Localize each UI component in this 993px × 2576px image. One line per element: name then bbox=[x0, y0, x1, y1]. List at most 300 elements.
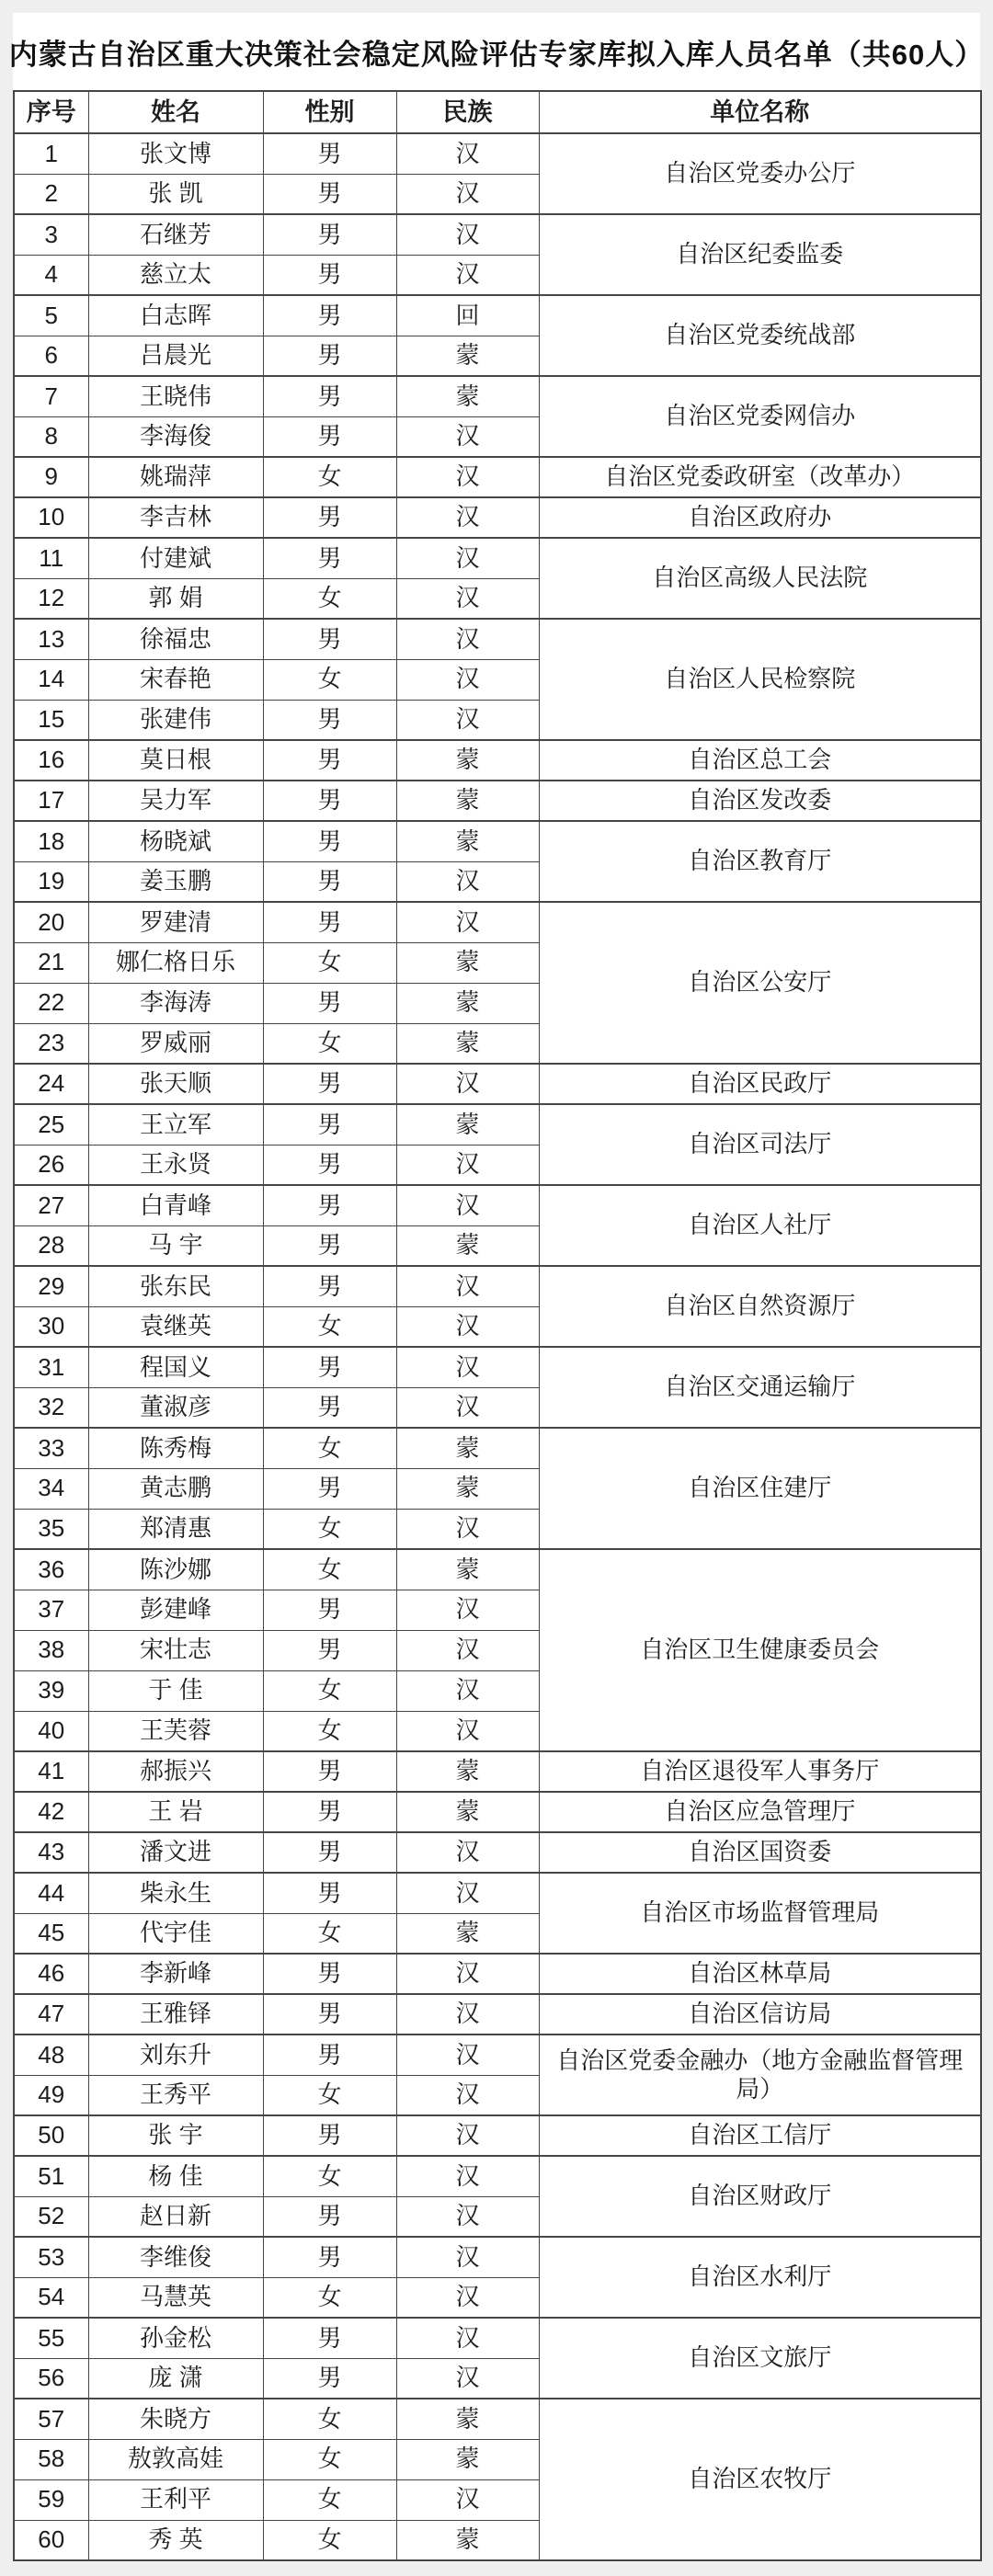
cell-name: 郑清惠 bbox=[88, 1509, 263, 1549]
cell-no: 35 bbox=[14, 1509, 88, 1549]
cell-name: 郝振兴 bbox=[88, 1751, 263, 1792]
cell-ethnicity: 蒙 bbox=[396, 1751, 539, 1792]
cell-gender: 男 bbox=[263, 1104, 396, 1145]
cell-unit: 自治区工信厅 bbox=[539, 2115, 981, 2156]
cell-ethnicity: 汉 bbox=[396, 1590, 539, 1630]
cell-gender: 男 bbox=[263, 2196, 396, 2237]
cell-no: 16 bbox=[14, 740, 88, 781]
cell-no: 46 bbox=[14, 1954, 88, 1994]
cell-name: 柴永生 bbox=[88, 1873, 263, 1913]
cell-ethnicity: 汉 bbox=[396, 578, 539, 619]
cell-no: 41 bbox=[14, 1751, 88, 1792]
table-row bbox=[14, 821, 981, 861]
cell-gender: 男 bbox=[263, 902, 396, 942]
table-row bbox=[14, 781, 981, 821]
cell-name: 于 佳 bbox=[88, 1670, 263, 1711]
header-ethnicity: 民族 bbox=[396, 91, 539, 133]
cell-no: 38 bbox=[14, 1630, 88, 1670]
cell-name: 王晓伟 bbox=[88, 376, 263, 416]
table-row bbox=[14, 1994, 981, 2035]
cell-name: 慈立太 bbox=[88, 255, 263, 295]
cell-unit: 自治区信访局 bbox=[539, 1994, 981, 2035]
cell-name: 袁继英 bbox=[88, 1306, 263, 1347]
cell-ethnicity: 蒙 bbox=[396, 2399, 539, 2439]
cell-ethnicity: 汉 bbox=[396, 1832, 539, 1873]
cell-gender: 男 bbox=[263, 1873, 396, 1913]
cell-gender: 男 bbox=[263, 1751, 396, 1792]
cell-gender: 男 bbox=[263, 255, 396, 295]
cell-gender: 男 bbox=[263, 1792, 396, 1832]
cell-no: 33 bbox=[14, 1428, 88, 1468]
cell-no: 30 bbox=[14, 1306, 88, 1347]
cell-ethnicity: 回 bbox=[396, 295, 539, 336]
cell-no: 7 bbox=[14, 376, 88, 416]
cell-unit: 自治区市场监督管理局 bbox=[539, 1873, 981, 1954]
cell-unit: 自治区财政厅 bbox=[539, 2156, 981, 2237]
cell-no: 59 bbox=[14, 2479, 88, 2520]
cell-ethnicity: 汉 bbox=[396, 1387, 539, 1428]
cell-gender: 男 bbox=[263, 619, 396, 659]
cell-gender: 男 bbox=[263, 133, 396, 174]
cell-no: 24 bbox=[14, 1064, 88, 1104]
cell-gender: 男 bbox=[263, 1630, 396, 1670]
cell-ethnicity: 汉 bbox=[396, 1145, 539, 1185]
table-row bbox=[14, 2237, 981, 2277]
cell-unit: 自治区水利厅 bbox=[539, 2237, 981, 2318]
cell-no: 49 bbox=[14, 2075, 88, 2115]
cell-no: 19 bbox=[14, 861, 88, 902]
cell-no: 5 bbox=[14, 295, 88, 336]
cell-gender: 女 bbox=[263, 659, 396, 700]
cell-name: 潘文进 bbox=[88, 1832, 263, 1873]
cell-ethnicity: 汉 bbox=[396, 255, 539, 295]
cell-ethnicity: 蒙 bbox=[396, 821, 539, 861]
cell-no: 14 bbox=[14, 659, 88, 700]
cell-unit: 自治区发改委 bbox=[539, 781, 981, 821]
header-name: 姓名 bbox=[88, 91, 263, 133]
cell-no: 11 bbox=[14, 538, 88, 578]
cell-no: 9 bbox=[14, 457, 88, 497]
cell-unit: 自治区应急管理厅 bbox=[539, 1792, 981, 1832]
cell-gender: 男 bbox=[263, 1832, 396, 1873]
cell-name: 郭 娟 bbox=[88, 578, 263, 619]
cell-gender: 男 bbox=[263, 497, 396, 538]
table-row bbox=[14, 1751, 981, 1792]
cell-gender: 女 bbox=[263, 457, 396, 497]
cell-gender: 女 bbox=[263, 2439, 396, 2479]
header-row bbox=[14, 91, 981, 133]
cell-gender: 男 bbox=[263, 740, 396, 781]
cell-gender: 男 bbox=[263, 781, 396, 821]
table-row bbox=[14, 740, 981, 781]
cell-ethnicity: 汉 bbox=[396, 902, 539, 942]
cell-no: 56 bbox=[14, 2358, 88, 2399]
cell-name: 王立军 bbox=[88, 1104, 263, 1145]
cell-gender: 男 bbox=[263, 416, 396, 457]
title-box bbox=[8, 13, 985, 90]
cell-ethnicity: 汉 bbox=[396, 700, 539, 740]
cell-name: 朱晓方 bbox=[88, 2399, 263, 2439]
cell-name: 张建伟 bbox=[88, 700, 263, 740]
cell-ethnicity: 蒙 bbox=[396, 1023, 539, 1064]
cell-ethnicity: 汉 bbox=[396, 2318, 539, 2358]
cell-name: 庞 潇 bbox=[88, 2358, 263, 2399]
cell-no: 32 bbox=[14, 1387, 88, 1428]
cell-name: 张 宇 bbox=[88, 2115, 263, 2156]
cell-ethnicity: 汉 bbox=[396, 1347, 539, 1387]
cell-unit: 自治区林草局 bbox=[539, 1954, 981, 1994]
cell-unit: 自治区政府办 bbox=[539, 497, 981, 538]
cell-gender: 男 bbox=[263, 1590, 396, 1630]
cell-ethnicity: 蒙 bbox=[396, 983, 539, 1023]
header-unit: 单位名称 bbox=[539, 91, 981, 133]
table-row bbox=[14, 497, 981, 538]
cell-name: 莫日根 bbox=[88, 740, 263, 781]
table-row bbox=[14, 1104, 981, 1145]
cell-gender: 女 bbox=[263, 2399, 396, 2439]
cell-unit: 自治区纪委监委 bbox=[539, 214, 981, 295]
cell-gender: 男 bbox=[263, 1145, 396, 1185]
cell-unit: 自治区退役军人事务厅 bbox=[539, 1751, 981, 1792]
cell-unit: 自治区公安厅 bbox=[539, 902, 981, 1064]
table-row bbox=[14, 619, 981, 659]
cell-no: 29 bbox=[14, 1266, 88, 1306]
cell-ethnicity: 蒙 bbox=[396, 1792, 539, 1832]
cell-unit: 自治区住建厅 bbox=[539, 1428, 981, 1549]
cell-ethnicity: 汉 bbox=[396, 457, 539, 497]
cell-ethnicity: 汉 bbox=[396, 2358, 539, 2399]
cell-gender: 男 bbox=[263, 2035, 396, 2075]
cell-gender: 男 bbox=[263, 1225, 396, 1266]
cell-gender: 男 bbox=[263, 2318, 396, 2358]
cell-no: 2 bbox=[14, 174, 88, 214]
cell-gender: 男 bbox=[263, 2358, 396, 2399]
cell-no: 21 bbox=[14, 942, 88, 983]
table-row bbox=[14, 2156, 981, 2196]
cell-ethnicity: 汉 bbox=[396, 861, 539, 902]
cell-no: 53 bbox=[14, 2237, 88, 2277]
cell-name: 马慧英 bbox=[88, 2277, 263, 2318]
cell-gender: 男 bbox=[263, 2115, 396, 2156]
cell-ethnicity: 汉 bbox=[396, 497, 539, 538]
cell-name: 李吉林 bbox=[88, 497, 263, 538]
table-row bbox=[14, 1266, 981, 1306]
cell-gender: 男 bbox=[263, 538, 396, 578]
cell-unit: 自治区民政厅 bbox=[539, 1064, 981, 1104]
cell-ethnicity: 汉 bbox=[396, 2035, 539, 2075]
table-row bbox=[14, 295, 981, 336]
cell-ethnicity: 蒙 bbox=[396, 2439, 539, 2479]
cell-ethnicity: 汉 bbox=[396, 2075, 539, 2115]
cell-no: 27 bbox=[14, 1185, 88, 1225]
cell-unit: 自治区党委政研室（改革办） bbox=[539, 457, 981, 497]
cell-no: 13 bbox=[14, 619, 88, 659]
cell-name: 张 凯 bbox=[88, 174, 263, 214]
cell-name: 代宇佳 bbox=[88, 1913, 263, 1954]
cell-unit: 自治区人社厅 bbox=[539, 1185, 981, 1266]
cell-no: 47 bbox=[14, 1994, 88, 2035]
cell-ethnicity: 汉 bbox=[396, 416, 539, 457]
cell-ethnicity: 汉 bbox=[396, 1306, 539, 1347]
cell-name: 宋壮志 bbox=[88, 1630, 263, 1670]
cell-no: 12 bbox=[14, 578, 88, 619]
cell-gender: 男 bbox=[263, 214, 396, 255]
cell-ethnicity: 汉 bbox=[396, 1711, 539, 1751]
cell-ethnicity: 汉 bbox=[396, 1994, 539, 2035]
cell-gender: 男 bbox=[263, 1994, 396, 2035]
cell-no: 25 bbox=[14, 1104, 88, 1145]
cell-gender: 男 bbox=[263, 983, 396, 1023]
header-gender: 性别 bbox=[263, 91, 396, 133]
table-row bbox=[14, 902, 981, 942]
cell-name: 石继芳 bbox=[88, 214, 263, 255]
cell-ethnicity: 汉 bbox=[396, 2237, 539, 2277]
table-row bbox=[14, 1185, 981, 1225]
cell-gender: 女 bbox=[263, 2277, 396, 2318]
cell-ethnicity: 汉 bbox=[396, 1185, 539, 1225]
cell-no: 1 bbox=[14, 133, 88, 174]
cell-no: 18 bbox=[14, 821, 88, 861]
table-row bbox=[14, 2399, 981, 2439]
cell-no: 22 bbox=[14, 983, 88, 1023]
cell-unit: 自治区总工会 bbox=[539, 740, 981, 781]
roster-table bbox=[13, 90, 982, 2561]
cell-no: 45 bbox=[14, 1913, 88, 1954]
cell-no: 28 bbox=[14, 1225, 88, 1266]
cell-gender: 男 bbox=[263, 1468, 396, 1509]
cell-gender: 男 bbox=[263, 1954, 396, 1994]
cell-ethnicity: 汉 bbox=[396, 2479, 539, 2520]
cell-name: 刘东升 bbox=[88, 2035, 263, 2075]
cell-unit: 自治区司法厅 bbox=[539, 1104, 981, 1185]
cell-unit: 自治区党委统战部 bbox=[539, 295, 981, 376]
cell-ethnicity: 蒙 bbox=[396, 740, 539, 781]
cell-no: 20 bbox=[14, 902, 88, 942]
cell-name: 王 岩 bbox=[88, 1792, 263, 1832]
cell-name: 张天顺 bbox=[88, 1064, 263, 1104]
cell-name: 罗建清 bbox=[88, 902, 263, 942]
cell-name: 李新峰 bbox=[88, 1954, 263, 1994]
cell-no: 8 bbox=[14, 416, 88, 457]
cell-gender: 男 bbox=[263, 376, 396, 416]
cell-ethnicity: 蒙 bbox=[396, 1225, 539, 1266]
cell-gender: 男 bbox=[263, 1266, 396, 1306]
cell-gender: 女 bbox=[263, 1306, 396, 1347]
cell-ethnicity: 蒙 bbox=[396, 1549, 539, 1590]
cell-no: 31 bbox=[14, 1347, 88, 1387]
cell-ethnicity: 汉 bbox=[396, 659, 539, 700]
cell-name: 王利平 bbox=[88, 2479, 263, 2520]
cell-no: 40 bbox=[14, 1711, 88, 1751]
cell-ethnicity: 汉 bbox=[396, 1064, 539, 1104]
cell-name: 王雅铎 bbox=[88, 1994, 263, 2035]
cell-name: 娜仁格日乐 bbox=[88, 942, 263, 983]
cell-unit: 自治区党委网信办 bbox=[539, 376, 981, 457]
cell-no: 44 bbox=[14, 1873, 88, 1913]
cell-name: 黄志鹏 bbox=[88, 1468, 263, 1509]
cell-ethnicity: 汉 bbox=[396, 1630, 539, 1670]
cell-gender: 女 bbox=[263, 1428, 396, 1468]
table-row bbox=[14, 1792, 981, 1832]
cell-unit: 自治区党委金融办（地方金融监督管理局） bbox=[539, 2035, 981, 2115]
cell-no: 34 bbox=[14, 1468, 88, 1509]
cell-no: 3 bbox=[14, 214, 88, 255]
cell-no: 50 bbox=[14, 2115, 88, 2156]
cell-unit: 自治区国资委 bbox=[539, 1832, 981, 1873]
cell-gender: 男 bbox=[263, 174, 396, 214]
cell-gender: 女 bbox=[263, 1711, 396, 1751]
cell-gender: 男 bbox=[263, 1185, 396, 1225]
cell-name: 陈秀梅 bbox=[88, 1428, 263, 1468]
table-row bbox=[14, 1549, 981, 1590]
cell-name: 李维俊 bbox=[88, 2237, 263, 2277]
cell-name: 付建斌 bbox=[88, 538, 263, 578]
cell-ethnicity: 蒙 bbox=[396, 2520, 539, 2560]
table-row bbox=[14, 457, 981, 497]
cell-no: 15 bbox=[14, 700, 88, 740]
cell-gender: 男 bbox=[263, 861, 396, 902]
cell-unit: 自治区农牧厅 bbox=[539, 2399, 981, 2560]
table-row bbox=[14, 1954, 981, 1994]
table-row bbox=[14, 2115, 981, 2156]
cell-name: 白志晖 bbox=[88, 295, 263, 336]
cell-no: 6 bbox=[14, 336, 88, 376]
table-row bbox=[14, 2318, 981, 2358]
cell-name: 杨晓斌 bbox=[88, 821, 263, 861]
cell-ethnicity: 汉 bbox=[396, 1954, 539, 1994]
cell-no: 55 bbox=[14, 2318, 88, 2358]
cell-name: 李海涛 bbox=[88, 983, 263, 1023]
cell-name: 张东民 bbox=[88, 1266, 263, 1306]
cell-unit: 自治区人民检察院 bbox=[539, 619, 981, 740]
cell-ethnicity: 汉 bbox=[396, 1873, 539, 1913]
cell-name: 罗威丽 bbox=[88, 1023, 263, 1064]
cell-no: 52 bbox=[14, 2196, 88, 2237]
table-row bbox=[14, 538, 981, 578]
cell-ethnicity: 蒙 bbox=[396, 942, 539, 983]
cell-no: 36 bbox=[14, 1549, 88, 1590]
cell-ethnicity: 汉 bbox=[396, 1266, 539, 1306]
cell-name: 李海俊 bbox=[88, 416, 263, 457]
cell-no: 51 bbox=[14, 2156, 88, 2196]
cell-name: 赵日新 bbox=[88, 2196, 263, 2237]
cell-gender: 男 bbox=[263, 2237, 396, 2277]
cell-no: 58 bbox=[14, 2439, 88, 2479]
table-row bbox=[14, 376, 981, 416]
cell-ethnicity: 汉 bbox=[396, 2115, 539, 2156]
cell-gender: 女 bbox=[263, 2520, 396, 2560]
table-row bbox=[14, 2035, 981, 2075]
cell-ethnicity: 汉 bbox=[396, 1670, 539, 1711]
cell-no: 48 bbox=[14, 2035, 88, 2075]
cell-name: 秀 英 bbox=[88, 2520, 263, 2560]
cell-no: 42 bbox=[14, 1792, 88, 1832]
document-panel bbox=[8, 13, 985, 2561]
cell-ethnicity: 汉 bbox=[396, 1509, 539, 1549]
cell-no: 23 bbox=[14, 1023, 88, 1064]
cell-gender: 女 bbox=[263, 1670, 396, 1711]
cell-name: 孙金松 bbox=[88, 2318, 263, 2358]
cell-unit: 自治区卫生健康委员会 bbox=[539, 1549, 981, 1751]
cell-name: 敖敦高娃 bbox=[88, 2439, 263, 2479]
page-title: 内蒙古自治区重大决策社会稳定风险评估专家库拟入库人员名单（共60人） bbox=[8, 38, 985, 71]
cell-ethnicity: 汉 bbox=[396, 2277, 539, 2318]
cell-name: 吴力军 bbox=[88, 781, 263, 821]
cell-name: 董淑彦 bbox=[88, 1387, 263, 1428]
cell-unit: 自治区文旅厅 bbox=[539, 2318, 981, 2399]
cell-name: 徐福忠 bbox=[88, 619, 263, 659]
cell-no: 26 bbox=[14, 1145, 88, 1185]
cell-ethnicity: 汉 bbox=[396, 174, 539, 214]
cell-gender: 女 bbox=[263, 2479, 396, 2520]
cell-ethnicity: 蒙 bbox=[396, 781, 539, 821]
cell-ethnicity: 蒙 bbox=[396, 1913, 539, 1954]
cell-unit: 自治区自然资源厅 bbox=[539, 1266, 981, 1347]
cell-name: 马 宇 bbox=[88, 1225, 263, 1266]
cell-ethnicity: 汉 bbox=[396, 619, 539, 659]
cell-name: 陈沙娜 bbox=[88, 1549, 263, 1590]
cell-name: 张文博 bbox=[88, 133, 263, 174]
cell-gender: 女 bbox=[263, 2075, 396, 2115]
cell-gender: 男 bbox=[263, 1347, 396, 1387]
cell-no: 43 bbox=[14, 1832, 88, 1873]
table-row bbox=[14, 1064, 981, 1104]
cell-no: 17 bbox=[14, 781, 88, 821]
cell-no: 10 bbox=[14, 497, 88, 538]
cell-ethnicity: 汉 bbox=[396, 133, 539, 174]
cell-no: 54 bbox=[14, 2277, 88, 2318]
cell-name: 王芙蓉 bbox=[88, 1711, 263, 1751]
cell-ethnicity: 蒙 bbox=[396, 376, 539, 416]
cell-gender: 男 bbox=[263, 336, 396, 376]
cell-gender: 女 bbox=[263, 1509, 396, 1549]
table-row bbox=[14, 1347, 981, 1387]
cell-unit: 自治区高级人民法院 bbox=[539, 538, 981, 619]
cell-name: 姚瑞萍 bbox=[88, 457, 263, 497]
cell-name: 程国义 bbox=[88, 1347, 263, 1387]
header-no: 序号 bbox=[14, 91, 88, 133]
cell-ethnicity: 汉 bbox=[396, 2196, 539, 2237]
cell-no: 57 bbox=[14, 2399, 88, 2439]
cell-gender: 男 bbox=[263, 295, 396, 336]
table-row bbox=[14, 214, 981, 255]
cell-name: 宋春艳 bbox=[88, 659, 263, 700]
cell-name: 彭建峰 bbox=[88, 1590, 263, 1630]
cell-ethnicity: 汉 bbox=[396, 214, 539, 255]
cell-no: 4 bbox=[14, 255, 88, 295]
cell-gender: 女 bbox=[263, 1023, 396, 1064]
cell-no: 39 bbox=[14, 1670, 88, 1711]
cell-name: 杨 佳 bbox=[88, 2156, 263, 2196]
cell-gender: 女 bbox=[263, 1913, 396, 1954]
cell-name: 姜玉鹏 bbox=[88, 861, 263, 902]
cell-ethnicity: 蒙 bbox=[396, 1468, 539, 1509]
cell-no: 60 bbox=[14, 2520, 88, 2560]
cell-gender: 女 bbox=[263, 578, 396, 619]
cell-gender: 男 bbox=[263, 1387, 396, 1428]
cell-gender: 女 bbox=[263, 942, 396, 983]
cell-ethnicity: 蒙 bbox=[396, 1104, 539, 1145]
cell-unit: 自治区交通运输厅 bbox=[539, 1347, 981, 1428]
cell-gender: 男 bbox=[263, 821, 396, 861]
cell-unit: 自治区党委办公厅 bbox=[539, 133, 981, 214]
table-row bbox=[14, 1428, 981, 1468]
cell-ethnicity: 蒙 bbox=[396, 336, 539, 376]
table-row bbox=[14, 1873, 981, 1913]
cell-gender: 女 bbox=[263, 2156, 396, 2196]
cell-name: 吕晨光 bbox=[88, 336, 263, 376]
table-row bbox=[14, 133, 981, 174]
